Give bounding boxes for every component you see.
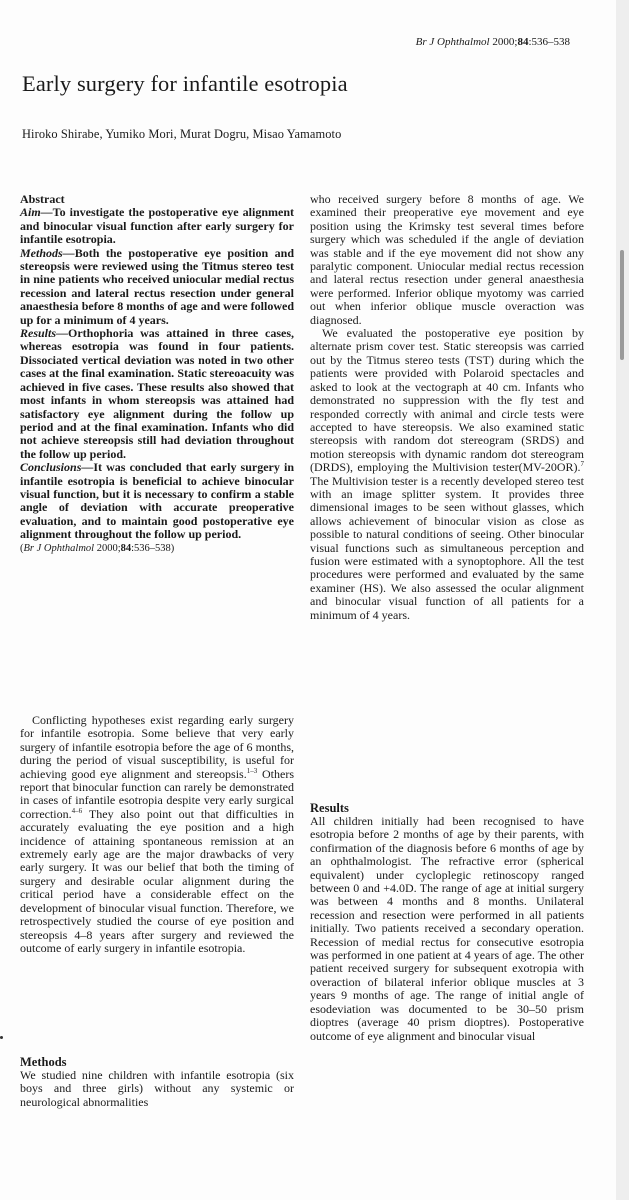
ref-sup-3: 7 xyxy=(580,460,584,469)
article-authors: Hiroko Shirabe, Yumiko Mori, Murat Dogru, Misao Yamamoto xyxy=(22,127,342,141)
ref-sup-1: 1–3 xyxy=(246,766,258,775)
scrollbar[interactable] xyxy=(620,250,624,360)
article-title: Early surgery for infantile esotropia xyxy=(22,71,348,96)
conclusions-label: Conclusions— xyxy=(20,460,94,475)
abstract-results xyxy=(20,327,294,461)
intro-text-a: Conflicting hypotheses exist regarding early surgery for infantile esotropia. Some believe that very early surgery of infantile esotropia before the age of 6 months, during the period of visual susceptibility, is useful for achieving good eye alignment and stereopsis. xyxy=(20,713,294,781)
aim-label: Aim— xyxy=(20,205,53,220)
methods-paragraph-start: We studied nine children with infantile esotropia (six boys and three girls) without any systemic or neurological abnormalities xyxy=(20,1068,294,1109)
results-label: Results— xyxy=(20,326,69,341)
intro-text-c: They also point out that difficulties in accurately evaluating the eye position and a high incidence of attaining spontaneous remission at an extremely early age are the major drawbacks of very early surgery. It was our belief that both the timing of surgery and desirable ocular alignment during the critical period have a considerable effect on the development of binocular visual function. Therefore, we retrospectively studied the course of eye position and stereopsis 4–8 years after surgery and reviewed the outcome of early surgery in infantile esotropia. xyxy=(20,806,294,955)
cite-volume: 84 xyxy=(120,542,132,554)
results-heading: Results xyxy=(310,801,349,815)
methods-section xyxy=(20,1069,294,1109)
methods-paragraph-2 xyxy=(310,327,584,622)
methods-label: Methods— xyxy=(20,245,75,260)
conclusions-text: It was concluded that early surgery in infantile esotropia is beneficial to achieve binocular visual function, but it is necessary to confirm a stable angle of deviation with accurate preoperative evaluation, and to maintain good postoperative eye alignment throughout the follow up period. xyxy=(20,460,294,542)
journal-year: 2000; xyxy=(492,36,518,48)
abstract-conclusions xyxy=(20,461,294,541)
aim-text: To investigate the postoperative eye alignment and binocular visual function after early surgery for infantile esotropia. xyxy=(20,205,294,247)
results-paragraph: All children initially had been recognised to have esotropia before 2 months of age by their parents, with confirmation of the diagnosis before 6 months of age by an ophthalmologist. The refractive error (spherical equivalent) under cycloplegic retinoscopy ranged between 0 and +4.0D. The range of age at initial surgery was between 4 months and 8 months. Unilateral recession and resection were performed in all patients initially. Two patients received a secondary operation. Recession of medial rectus for consecutive esotropia was performed in one patient at 4 years of age. The other patient received surgery for subsequent exotropia with overaction of bilateral inferior oblique muscles at 3 years 9 months of age. The range of initial angle of esodeviation was documented to be 30–50 prism dioptres (average 40 prism dioptres). Postoperative outcome of eye alignment and binocular visual xyxy=(310,814,584,1043)
running-head xyxy=(416,36,570,48)
abstract-citation xyxy=(20,542,294,555)
journal-name: Br J Ophthalmol xyxy=(415,36,490,48)
abstract-heading: Abstract xyxy=(20,192,65,206)
methods-heading: Methods xyxy=(20,1055,67,1069)
methods-continued xyxy=(310,193,584,622)
margin-dot xyxy=(0,1036,3,1039)
cite-journal: Br J Ophthalmol xyxy=(23,542,95,554)
intro-text-b: Others report that binocular function can rarely be demonstrated in cases of infantile esotropia despite very early surgical correction. xyxy=(20,766,294,821)
journal-pages: :536–538 xyxy=(528,36,570,48)
cite-pages: :536–538) xyxy=(131,542,175,554)
results-text: Orthophoria was attained in three cases, whereas esotropia was found in four patients. Dissociated vertical deviation was noted in two other cases at the final examination. Static stereoacuity was achieved in five cases. These results also showed that most infants in whom stereopsis was attained had satisfactory eye alignment during the follow up period and at the final examination. Infants who did not achieve stereopsis still had deviation throughout the follow up period. xyxy=(20,326,294,461)
intro-paragraph xyxy=(20,714,294,955)
cite-year: 2000; xyxy=(94,542,121,554)
methods-paragraph-cont: who received surgery before 8 months of age. We examined their preoperative eye movement and eye position using the Krimsky test several times before surgery which was scheduled if the angle of deviation was stable and if the eye movement did not show any paralytic component. Uniocular medial rectus recession and lateral rectus resection under general anaesthesia were performed. Inferior oblique myotomy was carried out when inferior oblique muscle overaction was diagnosed. xyxy=(310,192,584,327)
abstract-methods xyxy=(20,247,294,327)
journal-volume: 84 xyxy=(517,36,529,48)
abstract xyxy=(20,193,294,555)
introduction xyxy=(20,714,294,955)
methods-p2-text-a: We evaluated the postoperative eye position by alternate prism cover test. Static stereopsis was carried out by the Titmus stereo tests (TST) during which the patients were provided with Polaroid spectacles and asked to look at the vectograph at 40 cm. Infants who demonstrated no suppression with the fly test and responded correctly with animal and circle tests were accepted to have stereopsis. We also examined static stereopsis with random dot stereogram (SRDS) and motion stereopsis with dynamic random dot stereogram (DRDS), employing the Multivision tester(MV-20OR). xyxy=(310,326,584,475)
ref-sup-2: 4–6 xyxy=(71,806,83,815)
methods-text: Both the postoperative eye position and stereopsis were reviewed using the Titmus stereo test in nine patients who received uniocular medial rectus recession and lateral rectus resection under general anaesthesia before 8 months of age and were followed up for a minimum of 4 years. xyxy=(20,245,294,327)
results-section xyxy=(310,815,584,1043)
methods-p2-text-b: The Multivision tester is a recently developed stereo test with an image splitter system. It provides three dimensional images to be seen without glasses, which allows achievement of binocular vision as close as possible to natural conditions of seeing. Other binocular visual functions such as simultaneous perception and fusion were estimated with a synoptophore. All the test procedures were performed and evaluated by the same examiner (HS). We also assessed the ocular alignment and binocular visual function of all patients for a minimum of 4 years. xyxy=(310,473,584,622)
cite-open: ( xyxy=(20,542,24,554)
abstract-aim xyxy=(20,206,294,246)
